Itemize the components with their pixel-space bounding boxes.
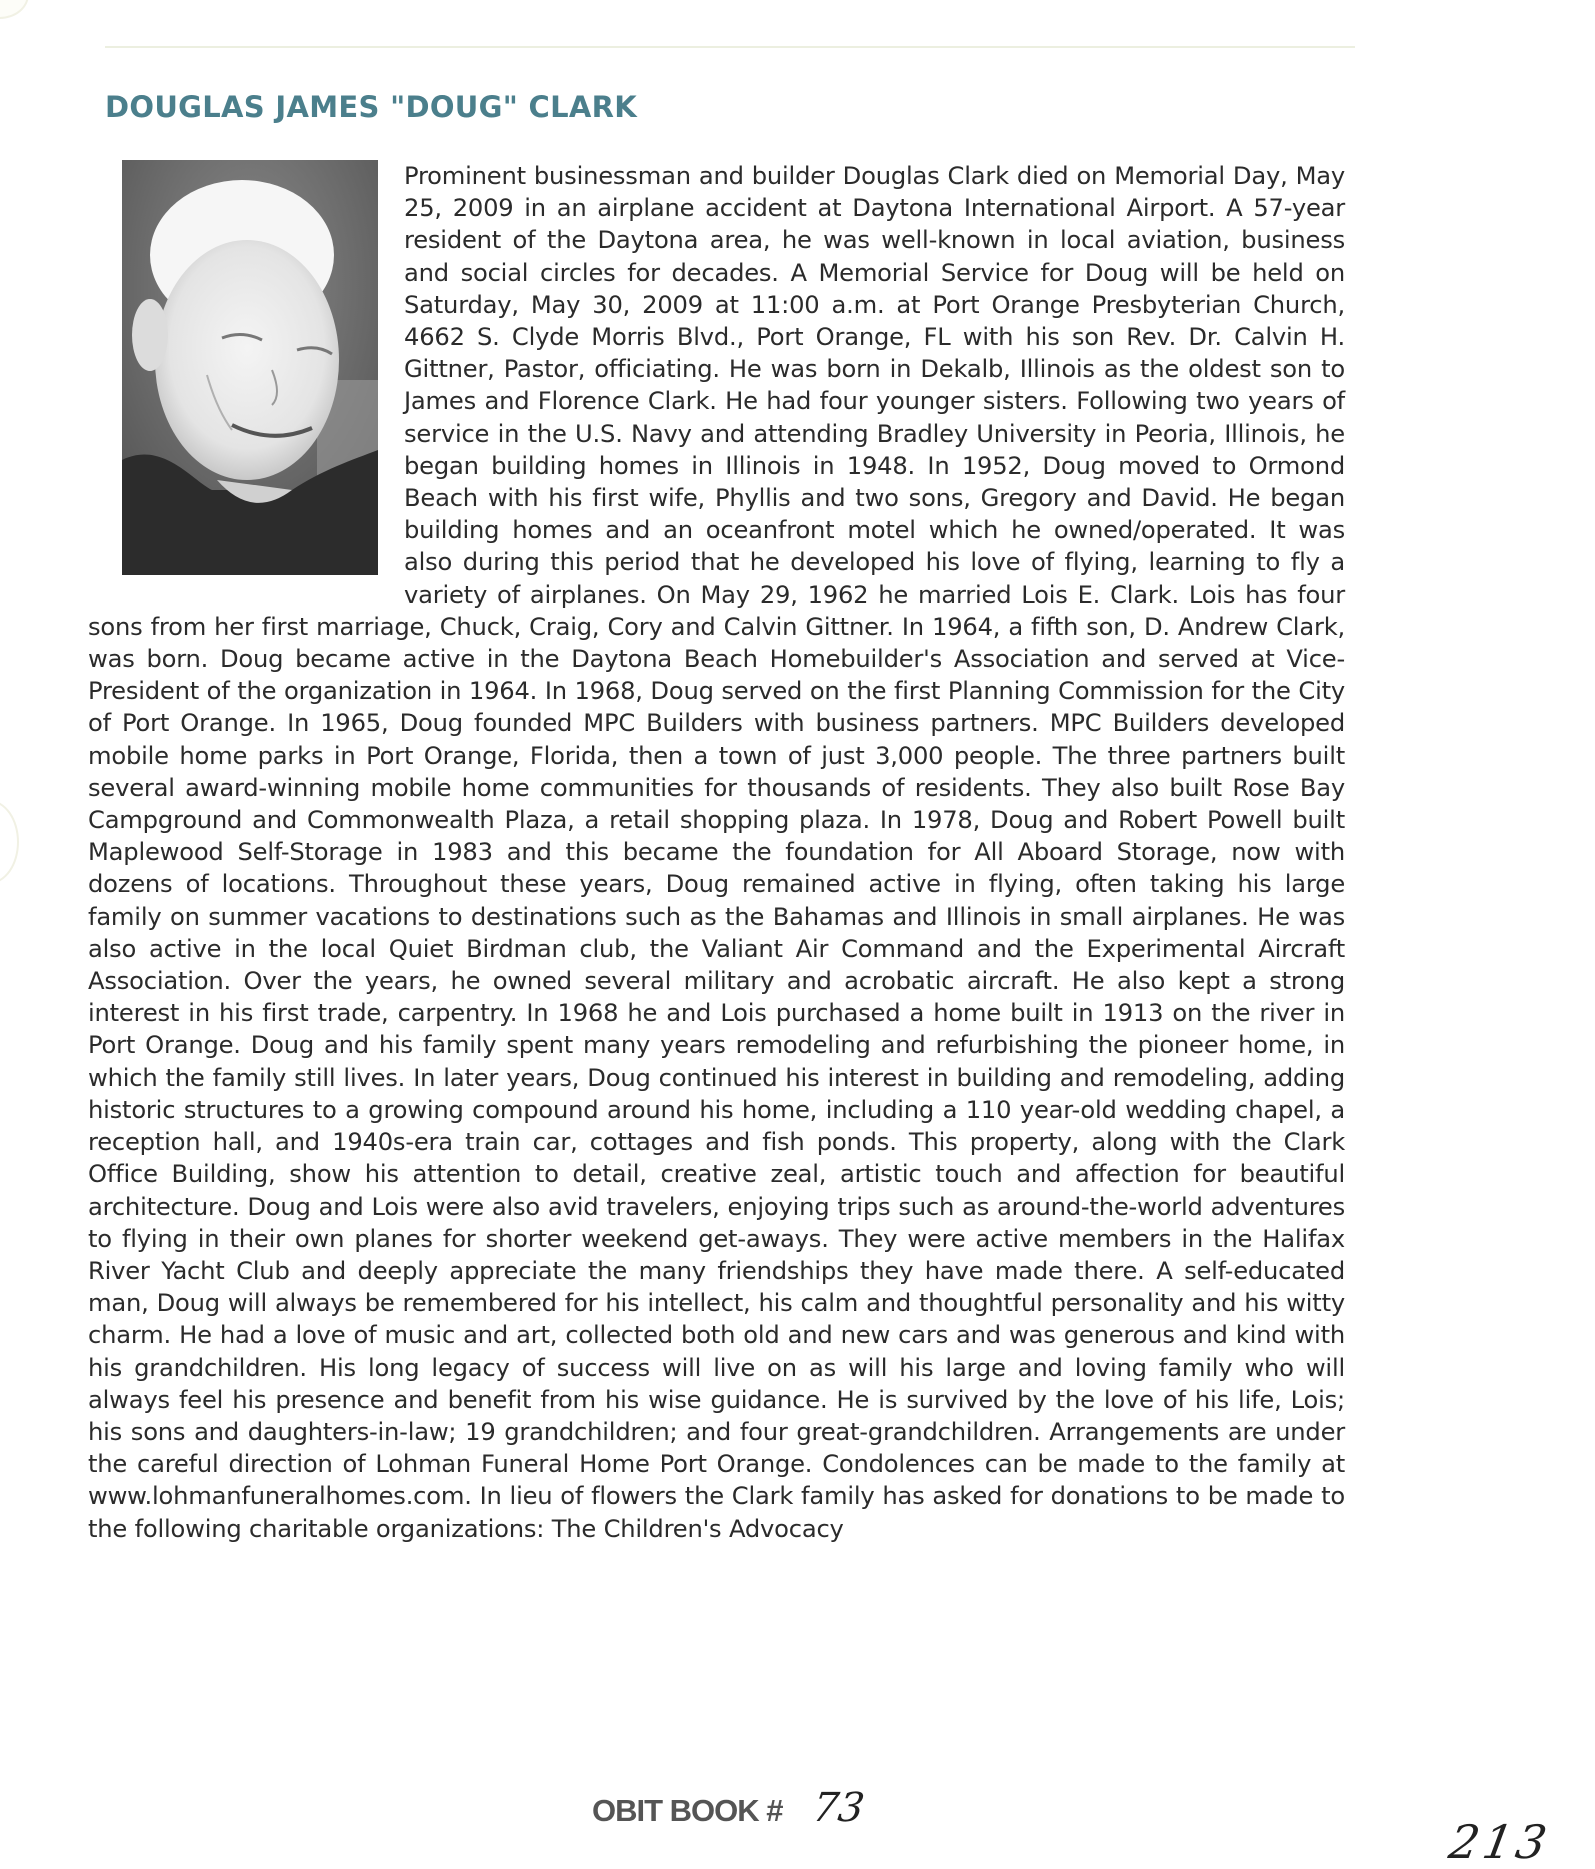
obituary-text: Prominent businessman and builder Douglas Clark died on Memorial Day, May 25, 2009 in an airplane accident at Daytona International Airport. A 57-year resident of the Daytona area, he was well-known in local aviation, business and social circles for decades. A Memorial Service for Doug will be held on Saturday, May 30, 2009 at 11:00 a.m. at Port Orange Presbyterian Church, 4662 S. Clyde Morris Blvd., Port Orange, FL with his son Rev. Dr. Calvin H. Gittner, Pastor, officiating. He was born in Dekalb, Illinois as the oldest son to James and Florence Clark. He had four younger sisters. Following two years of service in the U.S. Navy and attending Bradley University in Peoria, Illinois, he began building homes in Illinois in 1948. In 1952, Doug moved to Ormond Beach with his first wife, Phyllis and two sons, Gregory and David. He began building homes and an oceanfront motel which he owned/operated. It was also during this period that he developed his love of flying, learning to fly a variety of airplanes. On May 29, 1962 he married Lois E. Clark. Lois has four sons from her first marriage, Chuck, Craig, Cory and Calvin Gittner. In 1964, a fifth son, D. Andrew Clark, was born. Doug became active in the Daytona Beach Homebuilder's Association and served at Vice-President of the organization in 1964. In 1968, Doug served on the first Planning Commission for the City of Port Orange. In 1965, Doug founded MPC Builders with business partners. MPC Builders developed mobile home parks in Port Orange, Florida, then a town of just 3,000 people. The three partners built several award-winning mobile home communities for thousands of residents. They also built Rose Bay Campground and Commonwealth Plaza, a retail shopping plaza. In 1978, Doug and Robert Powell built Maplewood Self-Storage in 1983 and this became the foundation for All Aboard Storage, now with dozens of locations. Throughout these years, Doug remained active in flying, often taking his large family on summer vacations to destinations such as the Bahamas and Illinois in small airplanes. He was also active in the local Quiet Birdman club, the Valiant Air Command and the Experimental Aircraft Association. Over the years, he owned several military and acrobatic aircraft. He also kept a strong interest in his first trade, carpentry. In 1968 he and Lois purchased a home built in 1913 on the river in Port Orange. Doug and his family spent many years remodeling and refurbishing the pioneer home, in which the family still lives. In later years, Doug continued his interest in building and remodeling, adding historic structures to a growing compound around his home, including a 110 year-old wedding chapel, a reception hall, and 1940s-era train car, cottages and fish ponds. This property, along with the Clark Office Building, show his attention to detail, creative zeal, artistic touch and affection for beautiful architecture. Doug and Lois were also avid travelers, enjoying trips such as around-the-world adventures to flying in their own planes for shorter weekend get-aways. They were active members in the Halifax River Yacht Club and deeply appreciate the many friendships they have made there. A self-educated man, Doug will always be remembered for his intellect, his calm and thoughtful personality and his witty charm. He had a love of music and art, collected both old and new cars and was generous and kind with his grandchildren. His long legacy of success will live on as will his large and loving family who will always feel his presence and benefit from his wise guidance. He is survived by the love of his life, Lois; his sons and daughters-in-law; 19 grandchildren; and four great-grandchildren. Arrangements are under the careful direction of Lohman Funeral Home Port Orange. Condolences can be made to the family at www.lohmanfuneralhomes.com. In lieu of flowers the Clark family has asked for donations to be made to the following charitable organizations: The Children's Advocacy — [88, 162, 1345, 1543]
portrait-photo — [122, 160, 378, 575]
handwritten-page-number: 213 — [1445, 1815, 1555, 1869]
binder-hole-mark — [0, 0, 29, 19]
obit-book-label: OBIT BOOK # — [592, 1793, 783, 1828]
top-divider — [105, 46, 1355, 48]
portrait-image — [122, 160, 378, 575]
obit-book-number: 73 — [809, 1785, 867, 1831]
obit-book-stamp — [592, 1785, 867, 1831]
binder-hole-mark — [0, 800, 19, 884]
obituary-body — [88, 160, 1345, 1545]
obituary-title: DOUGLAS JAMES "DOUG" CLARK — [105, 90, 638, 124]
